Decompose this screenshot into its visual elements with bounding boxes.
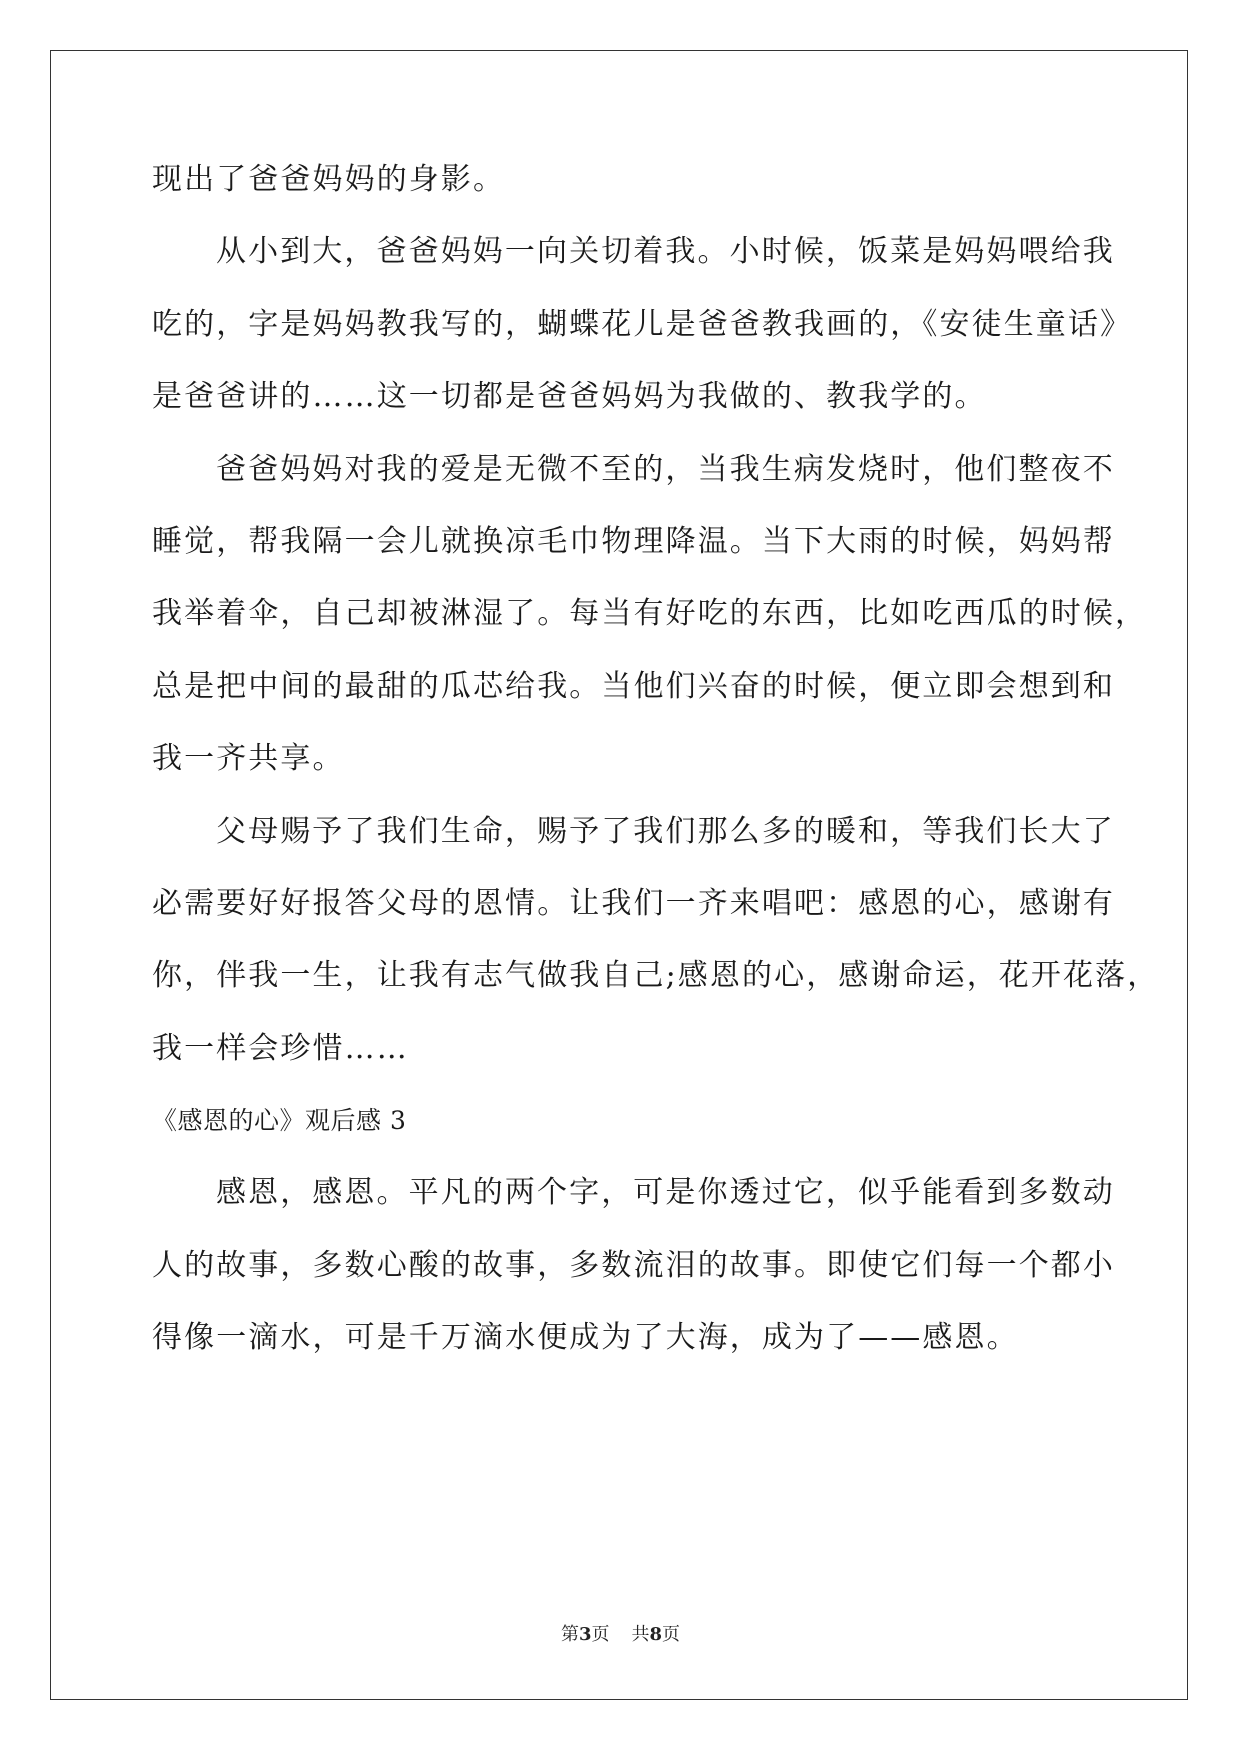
paragraph-line: 得像一滴水，可是千万滴水便成为了大海，成为了——感恩。 [152,1320,1019,1355]
paragraph-line: 你，伴我一生，让我有志气做我自己;感恩的心，感谢命运，花开花落， [152,958,1160,993]
paragraph-line: 爸爸妈妈对我的爱是无微不至的，当我生病发烧时，他们整夜不 [216,452,1115,487]
paragraph-line: 是爸爸讲的……这一切都是爸爸妈妈为我做的、教我学的。 [152,379,987,414]
page-border [50,50,1188,1700]
page-total-label: 共8页 [631,1624,681,1645]
paragraph-line: 我举着伞，自己却被淋湿了。每当有好吃的东西，比如吃西瓜的时候， [152,596,1148,631]
paragraph-line: 人的故事，多数心酸的故事，多数流泪的故事。即使它们每一个都小 [152,1248,1115,1283]
paragraph-line: 从小到大，爸爸妈妈一向关切着我。小时候，饭菜是妈妈喂给我 [216,234,1115,269]
paragraph-line: 睡觉，帮我隔一会儿就换凉毛巾物理降温。当下大雨的时候，妈妈帮 [152,524,1115,559]
page-footer [0,1624,1241,1646]
paragraph-line: 现出了爸爸妈妈的身影。 [152,162,506,197]
section-heading: 《感恩的心》观后感 3 [152,1106,407,1135]
paragraph-line: 父母赐予了我们生命，赐予了我们那么多的暖和，等我们长大了 [216,814,1115,849]
page-number-label: 第3页 [560,1624,610,1645]
paragraph-line: 必需要好好报答父母的恩情。让我们一齐来唱吧：感恩的心，感谢有 [152,886,1115,921]
paragraph-line: 总是把中间的最甜的瓜芯给我。当他们兴奋的时候，便立即会想到和 [152,669,1115,704]
paragraph-line: 感恩，感恩。平凡的两个字，可是你透过它，似乎能看到多数动 [216,1175,1115,1210]
paragraph-line: 我一样会珍惜…… [152,1031,409,1066]
paragraph-line: 我一齐共享。 [152,741,345,776]
paragraph-line: 吃的，字是妈妈教我写的，蝴蝶花儿是爸爸教我画的，《安徒生童话》 [152,307,1133,342]
